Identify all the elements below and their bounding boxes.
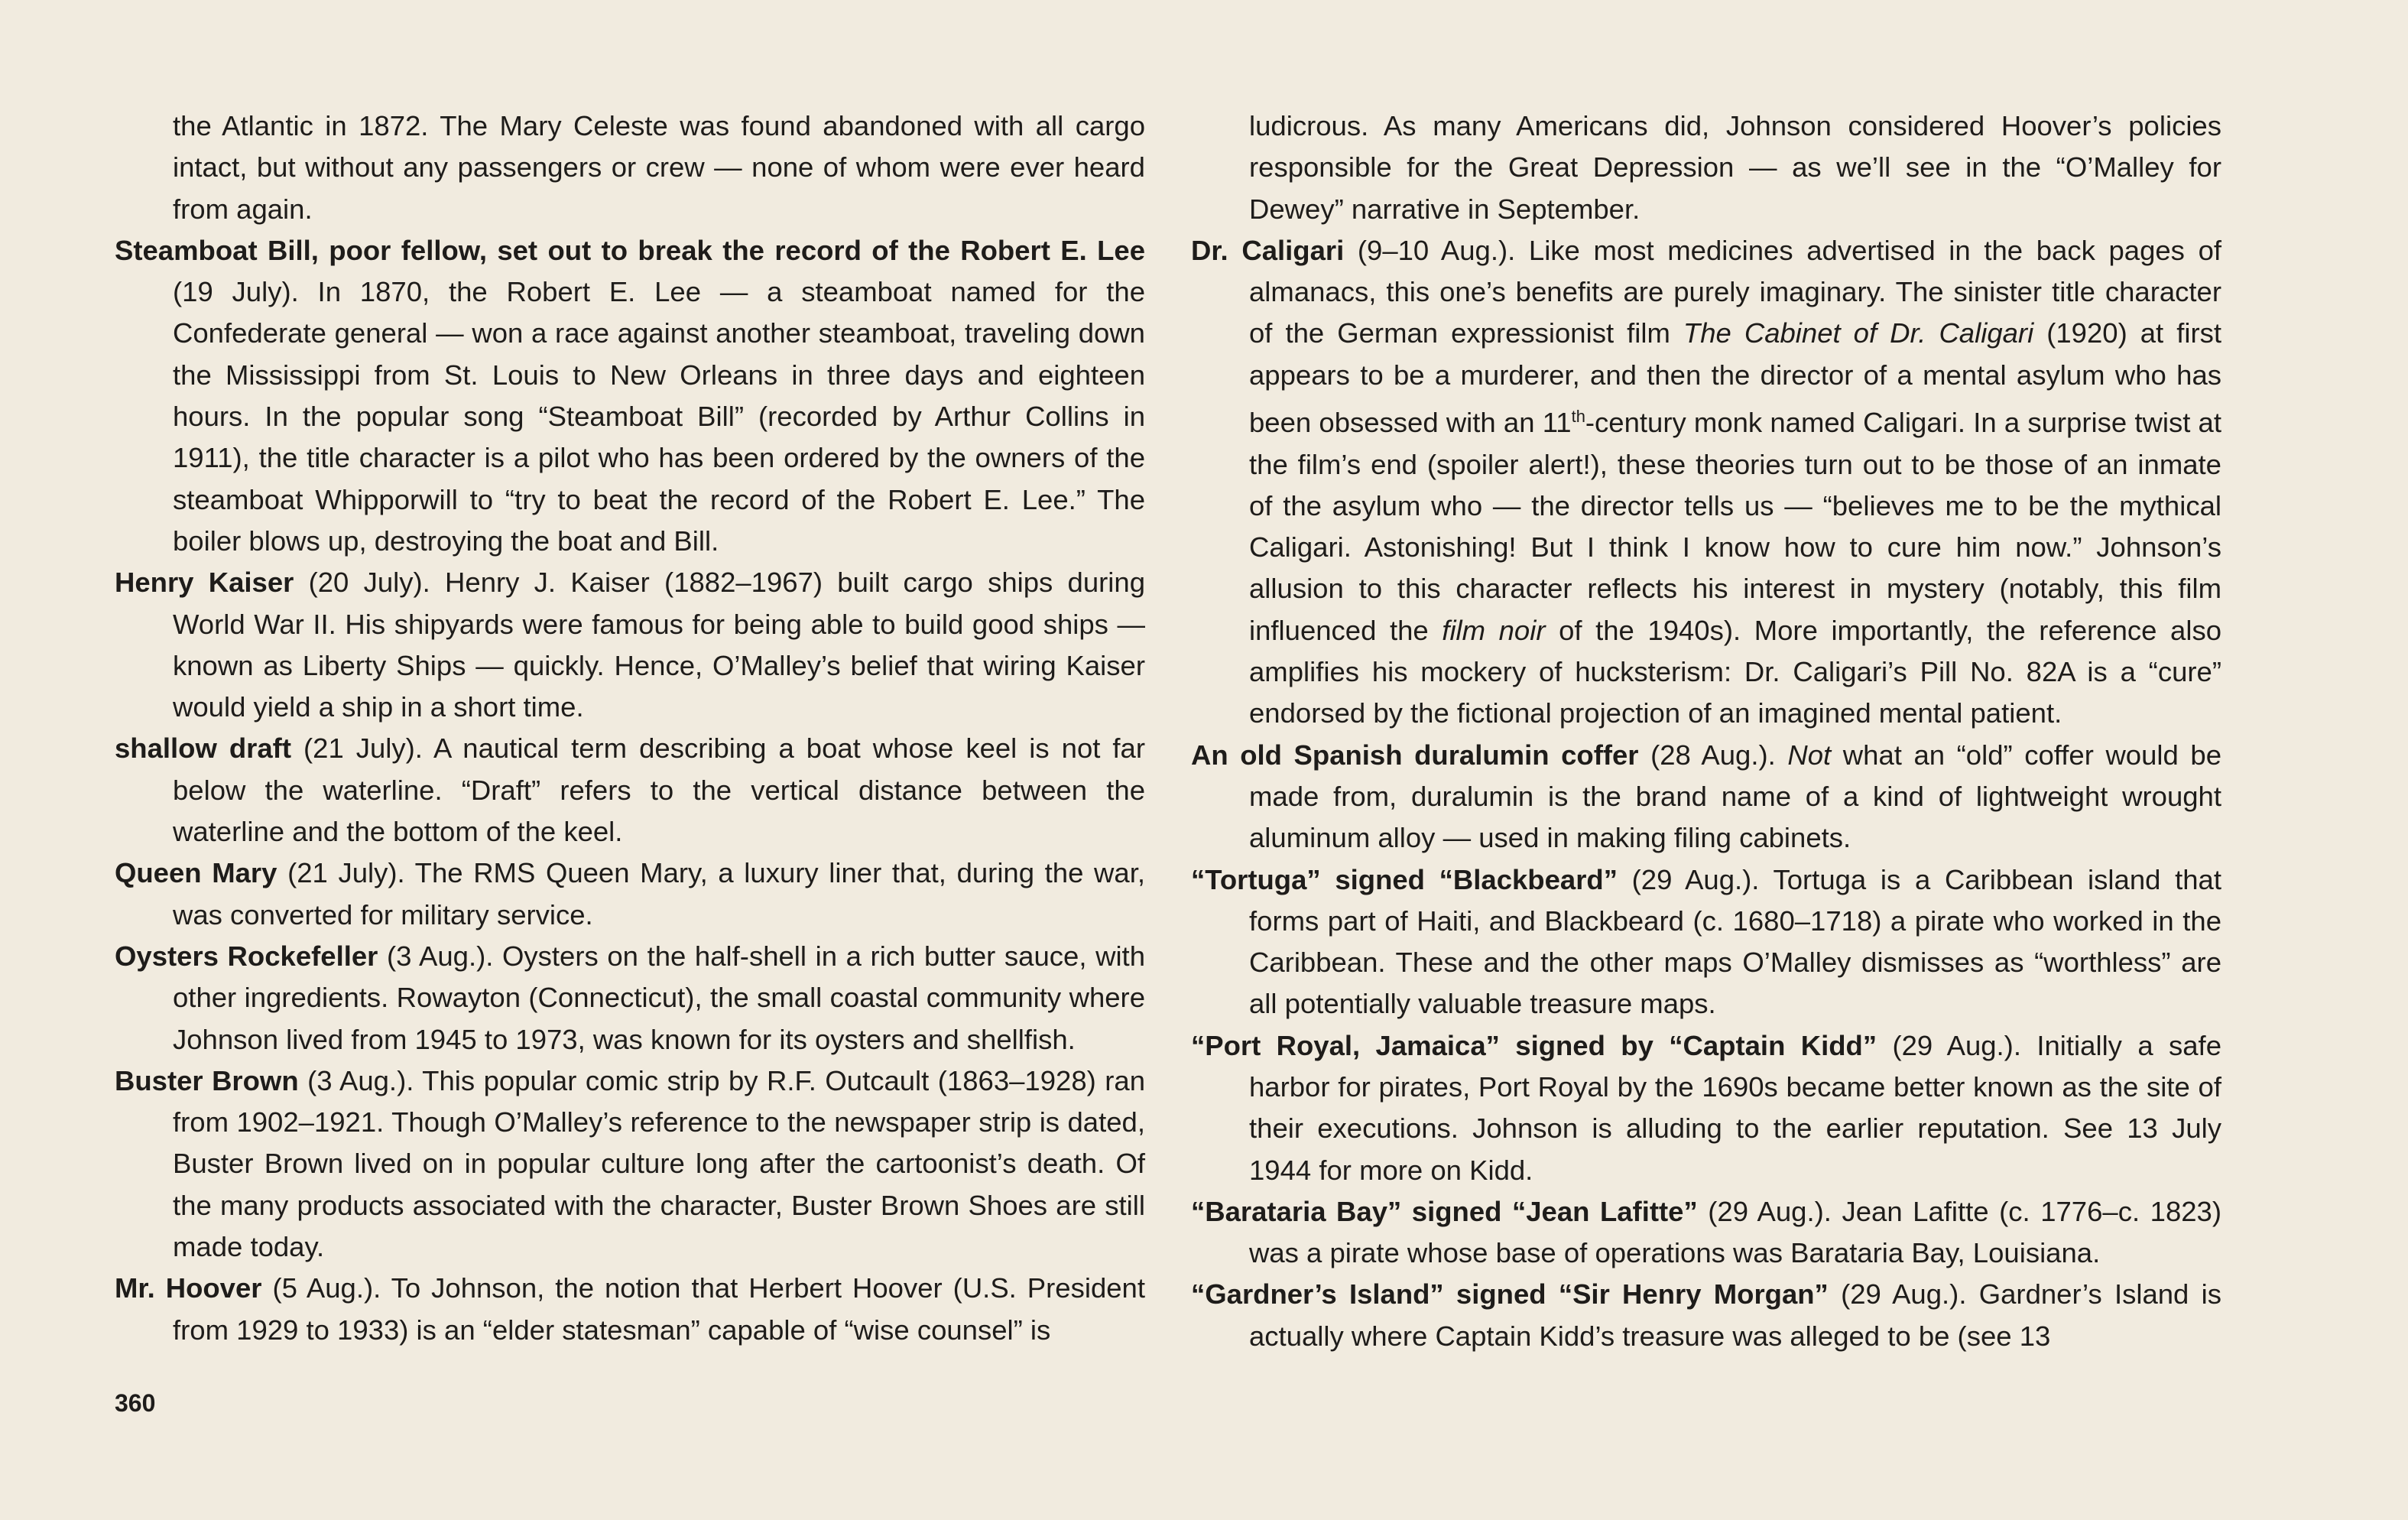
entry-term: Steamboat Bill, poor fellow, set out to break the record of the Robert E. Lee — [115, 234, 1145, 266]
entry-term: “Gardner’s Island” signed “Sir Henry Morgan” — [1191, 1278, 1829, 1311]
entry-text: (29 Aug.). Initially a safe harbor for pirates, Port Royal by the 1690s became better known as the site of their executions. Johnson is alluding to the earlier reputation. See 13 July 1944 for more on Kidd. — [1249, 1029, 2221, 1186]
entry-term: Buster Brown — [115, 1064, 299, 1096]
entry-text: (5 Aug.). To Johnson, the notion that Herbert Hoover (U.S. President from 1929 to 1933) is an “elder statesman” capable of “wise counsel” is — [173, 1272, 1145, 1346]
glossary-entry — [115, 230, 1145, 562]
entry-text: (20 July). Henry J. Kaiser (1882–1967) built cargo ships during World War II. His shipyards were famous for being able to build good ships — known as Liberty Ships — quickly. Hence, O’Malley’s belief that wiring Kaiser would yield a ship in a short time. — [173, 567, 1145, 723]
italic-title: film noir — [1442, 614, 1546, 646]
entry-text: (1920) at first appears to be a murderer, and then the director of a mental asylum who has been obsessed with an 11 — [1249, 317, 2222, 439]
glossary-entry — [115, 853, 1145, 936]
entry-term: Henry Kaiser — [115, 567, 294, 599]
entry-text: -century monk named Caligari. In a surprise twist at the film’s end (spoiler alert!), these theories turn out to be those of an inmate of the asylum who — the director tells us — “believes me to be the mythical Caligari. Astonishing! But I think I know how to cure him now.” Johnson’s allusion to this character reflects his interest in mystery (notably, this film influenced the — [1249, 407, 2221, 646]
glossary-entry — [1191, 859, 2221, 1025]
entry-term: signed “ — [1320, 863, 1453, 895]
entry-term: “Barataria Bay” signed “Jean Lafitte” — [1191, 1195, 1698, 1227]
glossary-entry — [115, 562, 1145, 728]
glossary-entry-continuation — [1191, 106, 2221, 230]
glossary-entry — [1191, 1191, 2221, 1275]
entry-term: shallow draft — [115, 732, 291, 765]
entry-term: An old Spanish duralumin coffer — [1191, 739, 1639, 771]
entry-text: (29 Aug.). Gardner’s Island is actually where Captain Kidd’s treasure was alleged to be (see 13 — [1249, 1278, 2221, 1352]
entry-text: (29 Aug.). Jean Lafitte (c. 1776–c. 1823) was a pirate whose base of operations was Barataria Bay, Louisiana. — [1249, 1195, 2221, 1269]
entry-text: the Atlantic in 1872. The Mary Celeste was found abandoned with all cargo intact, but without any passengers or crew — none of whom were ever heard from again. — [173, 110, 1145, 225]
entry-text: of the 1940s). More importantly, the reference also amplifies his mockery of hucksterism: Dr. Caligari’s Pill No. 82A is a “cure” endorsed by the fictional projection of an imagined mental patient. — [1249, 614, 2221, 729]
glossary-entry — [115, 936, 1145, 1060]
entry-text: (19 July). In 1870, the Robert E. Lee — a steamboat named for the Confederate general — won a race against another steamboat, traveling down the Mississippi from St. Louis to New Orleans in three days and eighteen hours. In the popular song “Steamboat Bill” (recorded by Arthur Collins in 1911), the title character is a pilot who has been ordered by the owners of the steamboat Whipporwill to “try to beat the record of the Robert E. Lee.” The boiler blows up, destroying the boat and Bill. — [173, 276, 1145, 557]
glossary-entry — [1191, 735, 2221, 859]
glossary-entry — [115, 728, 1145, 853]
entry-term: Queen Mary — [115, 857, 277, 889]
page-number: 360 — [115, 1389, 156, 1417]
glossary-entry — [1191, 1025, 2221, 1191]
entry-term: Oysters Rockefeller — [115, 940, 378, 972]
glossary-entry-continuation — [115, 106, 1145, 230]
entry-text: (3 Aug.). Oysters on the half-shell in a rich butter sauce, with other ingredients. Rowayton (Connecticut), the small coastal community where Johnson lived from 1945 to 1973, was known for its oysters and shellfish. — [173, 940, 1145, 1055]
entry-text: ludicrous. As many Americans did, Johnson considered Hoover’s policies responsible for the Great Depression — as we’ll see in the “O’Malley for Dewey” narrative in September. — [1249, 110, 2221, 225]
entry-text: (28 Aug.). — [1638, 739, 1788, 771]
entry-term: “Port Royal, Jamaica” signed by “Captain Kidd” — [1191, 1029, 1877, 1061]
glossary-entry — [115, 1060, 1145, 1268]
entry-text: (3 Aug.). This popular comic strip by R.F. Outcault (1863–1928) ran from 1902–1921. Though O’Malley’s reference to the newspaper strip is dated, Buster Brown lived on in popular culture long after the cartoonist’s death. Of the many products associated with the character, Buster Brown Shoes are still made today. — [173, 1064, 1145, 1263]
glossary-entry — [115, 1268, 1145, 1351]
glossary-entry — [1191, 230, 2221, 735]
entry-text: (9–10 Aug.). Like most medicines advertised in the back pages of almanacs, this one’s benefits are purely imaginary. The sinister title character of the German expressionist film — [1249, 234, 2222, 349]
entry-term: “Tortuga” — [1191, 863, 1321, 895]
right-column — [1191, 106, 2221, 1357]
italic-title: Not — [1787, 739, 1832, 771]
superscript: th — [1571, 407, 1585, 427]
entry-text: what an “old” coffer would be made from, duralumin is the brand name of a kind of lightweight wrought aluminum alloy — used in making filing cabinets. — [1249, 739, 2221, 854]
entry-text: (29 Aug.). Tortuga is a Caribbean island that forms part of Haiti, and Blackbeard (c. 1680–1718) a pirate who worked in the Caribbean. These and the other maps O’Malley dismisses as “worthless” are all potentially valuable treasure maps. — [1249, 863, 2221, 1020]
glossary-entry — [1191, 1274, 2221, 1357]
entry-text: (21 July). A nautical term describing a boat whose keel is not far below the waterline. “Draft” refers to the vertical distance between the waterline and the bottom of the keel. — [173, 732, 1145, 848]
entry-term: Mr. Hoover — [115, 1272, 262, 1304]
italic-title: The Cabinet of Dr. Caligari — [1683, 317, 2034, 349]
entry-text: (21 July). The RMS Queen Mary, a luxury liner that, during the war, was converted for military service. — [173, 857, 1145, 931]
left-column — [115, 106, 1145, 1351]
entry-term: Blackbeard” — [1452, 863, 1618, 895]
entry-term: Dr. Caligari — [1191, 234, 1345, 266]
